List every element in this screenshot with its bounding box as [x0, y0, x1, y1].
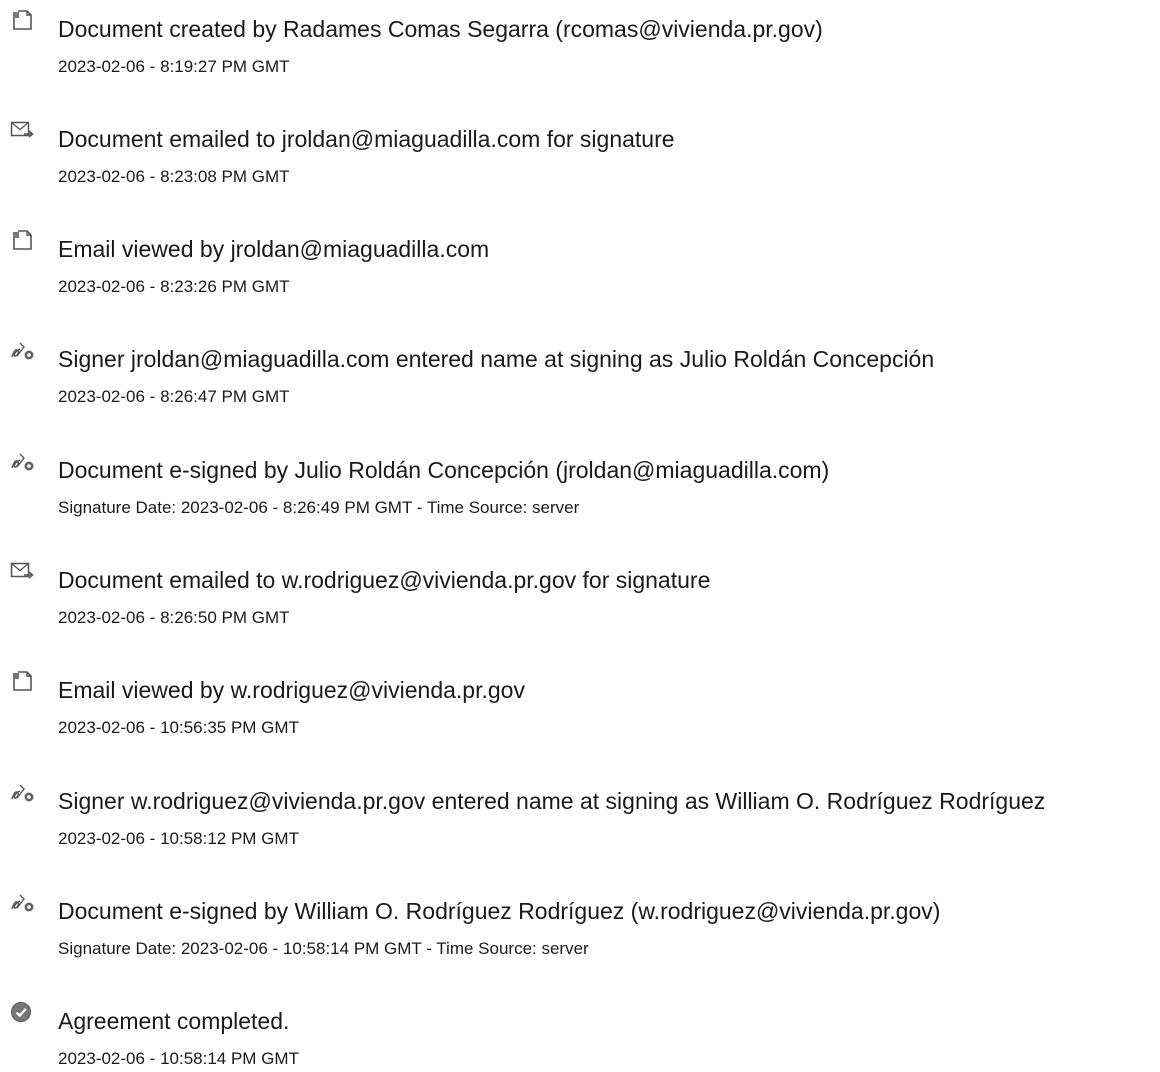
history-event	[0, 992, 1160, 1072]
history-event	[0, 551, 1160, 631]
document-created-icon	[10, 9, 36, 31]
signer-icon	[10, 891, 36, 913]
event-timestamp: 2023-02-06 - 10:58:14 PM GMT	[58, 1049, 299, 1068]
agreement-completed-icon	[10, 1001, 36, 1023]
event-title: Document emailed to jroldan@miaguadilla.com for signature	[58, 126, 675, 152]
event-timestamp: 2023-02-06 - 8:26:47 PM GMT	[58, 387, 290, 406]
signer-icon	[10, 450, 36, 472]
history-event	[0, 441, 1160, 521]
event-timestamp: 2023-02-06 - 8:23:08 PM GMT	[58, 167, 290, 186]
email-sent-icon	[10, 560, 36, 582]
history-event	[0, 110, 1160, 190]
history-event	[0, 330, 1160, 410]
signer-icon	[10, 339, 36, 361]
event-signature-date: Signature Date: 2023-02-06 - 10:58:14 PM GMT - Time Source: server	[58, 939, 589, 958]
event-timestamp: 2023-02-06 - 8:26:50 PM GMT	[58, 608, 290, 627]
history-event	[0, 0, 1160, 80]
event-signature-date: Signature Date: 2023-02-06 - 8:26:49 PM GMT - Time Source: server	[58, 498, 580, 517]
event-title: Signer jroldan@miaguadilla.com entered name at signing as Julio Roldán Concepción	[58, 346, 935, 372]
history-event	[0, 772, 1160, 852]
document-viewed-icon	[10, 670, 36, 692]
event-title: Document created by Radames Comas Segarra (rcomas@vivienda.pr.gov)	[58, 16, 823, 42]
history-event	[0, 220, 1160, 300]
event-title: Document emailed to w.rodriguez@vivienda.pr.gov for signature	[58, 567, 711, 593]
signer-icon	[10, 781, 36, 803]
event-title: Signer w.rodriguez@vivienda.pr.gov entered name at signing as William O. Rodríguez Rodríguez	[58, 788, 1046, 814]
event-title: Agreement completed.	[58, 1008, 290, 1034]
history-event	[0, 661, 1160, 741]
event-timestamp: 2023-02-06 - 8:23:26 PM GMT	[58, 277, 290, 296]
document-viewed-icon	[10, 229, 36, 251]
event-title: Email viewed by w.rodriguez@vivienda.pr.gov	[58, 677, 525, 703]
event-title: Email viewed by jroldan@miaguadilla.com	[58, 236, 490, 262]
history-event	[0, 882, 1160, 962]
email-sent-icon	[10, 119, 36, 141]
event-timestamp: 2023-02-06 - 10:58:12 PM GMT	[58, 829, 299, 848]
event-title: Document e-signed by Julio Roldán Concepción (jroldan@miaguadilla.com)	[58, 457, 830, 483]
event-timestamp: 2023-02-06 - 10:56:35 PM GMT	[58, 718, 299, 737]
event-timestamp: 2023-02-06 - 8:19:27 PM GMT	[58, 57, 290, 76]
event-title: Document e-signed by William O. Rodríguez Rodríguez (w.rodriguez@vivienda.pr.gov)	[58, 898, 941, 924]
